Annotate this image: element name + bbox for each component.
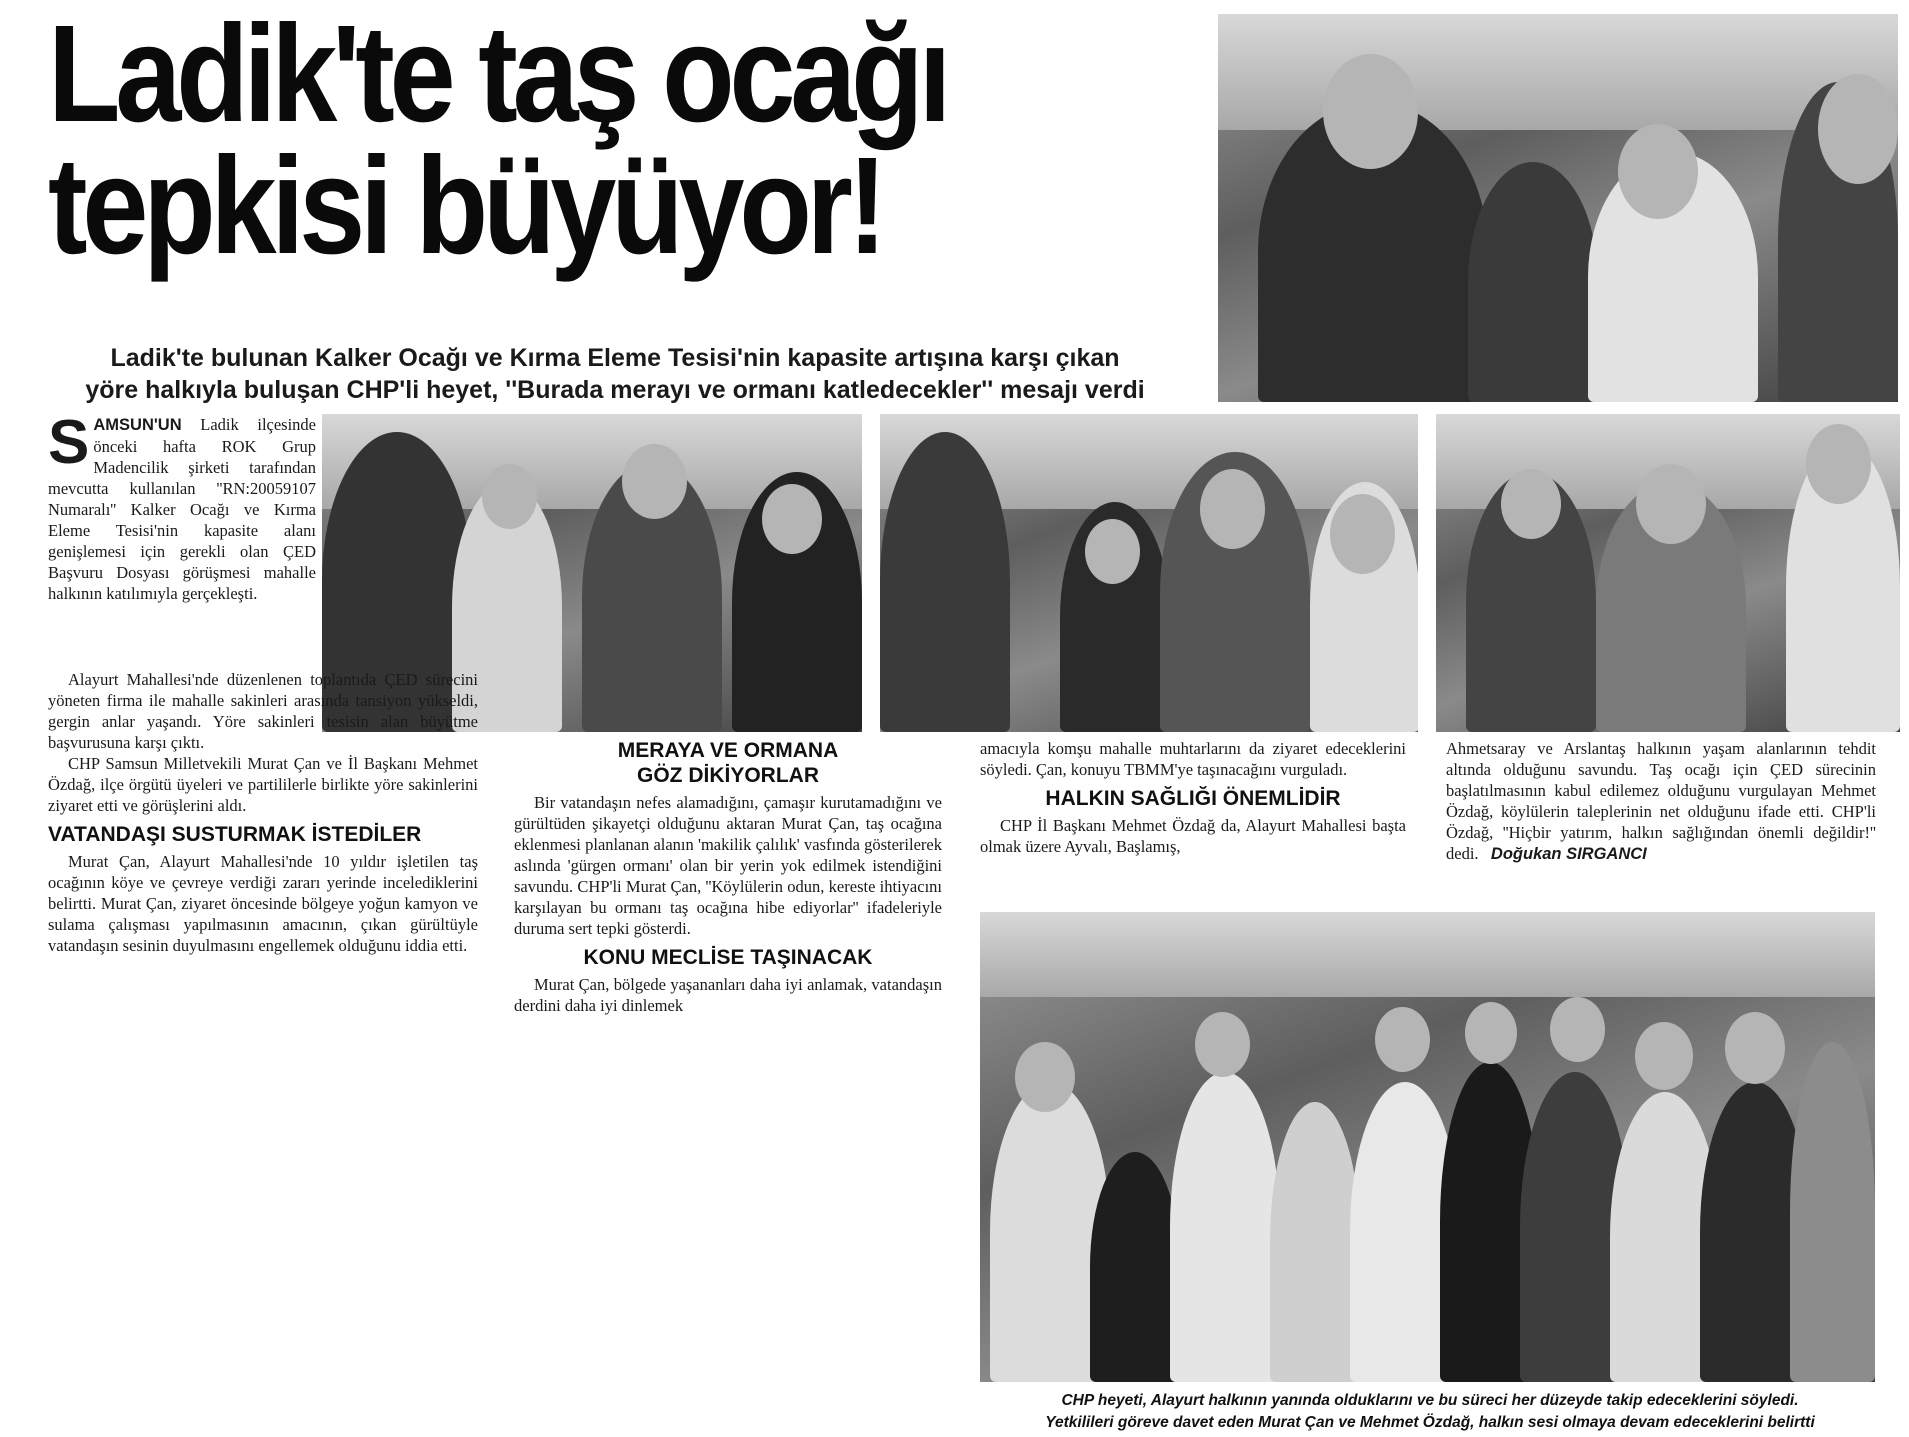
photo-middle-center: [880, 414, 1418, 732]
column-1: [48, 408, 316, 604]
column-4: [1446, 738, 1876, 865]
column-1-paragraph-2: Alayurt Mahallesi'nde düzenlenen toplantıda ÇED sürecini yöneten firma ile mahalle sakinleri arasında tansiyon yükseldi, gergin anlar yaşandı. Yöre sakinleri tesisin alan büyütme başvurusuna karşı çıktı.: [48, 670, 478, 752]
headline: [48, 0, 1046, 283]
column-1-lower: [48, 669, 478, 956]
caption-line-1: CHP heyeti, Alayurt halkının yanında olduklarını ve bu süreci her düzeyde takip edeceklerini söyledi.: [1061, 1392, 1799, 1409]
column-1-paragraph-3: CHP Samsun Milletvekili Murat Çan ve İl Başkanı Mehmet Özdağ, ilçe örgütü üyeleri ve partililerle birlikte yöre sakinlerini ziyaret etti ve görüşlerini aldı.: [48, 754, 478, 815]
subheadline: [40, 342, 1190, 406]
photo-middle-right: [1436, 414, 1900, 732]
column-2-paragraph-1: Bir vatandaşın nefes alamadığını, çamaşır kurutamadığını ve gürültüden şikayetçi olduğunu aktaran Murat Çan, taş ocağına eklenmesi planlanan alanın 'makilik çalılık' vasfında gösterilerek aslında 'gürgen ormanı' olan bir yerin yok edilmek istendiğini savundu. CHP'li Murat Çan, ''Köylülerin odun, kereste ihtiyacını karşılayan bu ormanı taş ocağına hibe ediyorlar'' ifadeleriyle duruma sert tepki gösterdi.: [514, 793, 942, 938]
author-byline: Doğukan SIRGANCI: [1490, 845, 1647, 863]
headline-line-1: Ladik'te taş ocağı: [48, 0, 947, 151]
column-3-paragraph-2: CHP İl Başkanı Mehmet Özdağ da, Alayurt Mahallesi başta olmak üzere Ayvalı, Başlamış,: [980, 816, 1406, 856]
photo-top-right: [1218, 14, 1898, 402]
headline-line-2: tepkisi büyüyor!: [48, 129, 883, 283]
lead-caps: AMSUN'UN: [93, 416, 182, 434]
subheadline-line-1: Ladik'te bulunan Kalker Ocağı ve Kırma Eleme Tesisi'nin kapasite artışına karşı çıkan: [110, 344, 1120, 372]
photo-group-bottom: [980, 912, 1875, 1382]
column-1-paragraph-1: SAMSUN'UN Ladik ilçesinde önceki hafta ROK Grup Madencilik şirketi tarafından mevcutta kullanılan ''RN:20059107 Numaralı'' Kalker Ocağı ve Kırma Eleme Tesisi'nin kapasite alanı genişlemesi için gerekli olan ÇED Başvuru Dosyası görüşmesi mahalle halkının katılımıyla gerçekleşti.: [48, 408, 316, 603]
section-heading-meraya: MERAYA VE ORMANA GÖZ DİKİYORLAR: [617, 739, 839, 787]
column-2-paragraph-2: Murat Çan, bölgede yaşananları daha iyi anlamak, vatandaşın derdini daha iyi dinlemek: [514, 975, 942, 1015]
column-1-paragraph-4: Murat Çan, Alayurt Mahallesi'nde 10 yıldır işletilen taş ocağının köye ve çevreye verdiği zararı yerinde incelediklerini belirtti. Murat Çan, ziyaret öncesinde bölgeye yoğun kamyon ve sulama çalışması yapılmasının amacının, çıkan gürültüyle vatandaşın sesinin duyulmasını engellemek olduğunu iddia etti.: [48, 852, 478, 955]
caption-line-2: Yetkilileri göreve davet eden Murat Çan ve Mehmet Özdağ, halkın sesi olmaya devam edeceklerini belirtti: [1045, 1414, 1815, 1431]
column-3: [980, 738, 1406, 857]
subheadline-line-2: yöre halkıyla buluşan CHP'li heyet, ''Burada merayı ve ormanı katledecekler'' mesajı verdi: [85, 376, 1145, 404]
section-heading-vatandasi: VATANDAŞI SUSTURMAK İSTEDİLER: [48, 823, 422, 846]
dropcap: S: [48, 408, 90, 477]
photo-caption: [990, 1390, 1870, 1434]
column-2: [514, 738, 942, 1016]
section-heading-halkin-sagligi: HALKIN SAĞLIĞI ÖNEMLİDİR: [1045, 787, 1341, 810]
column-4-paragraph-1: Ahmetsaray ve Arslantaş halkının yaşam alanlarının tehdit altında olduğunu savundu. Taş ocağı için ÇED sürecinin başlatılmasının kabul edilemez olduğunu vurgulayan Mehmet Özdağ, köylülerin taleplerinin net olduğunu ifade etti. CHP'li Özdağ, ''Hiçbir yatırım, halkın sağlığından önemli değildir!'' dedi. Doğukan SIRGANCI: [1446, 739, 1876, 863]
column-3-paragraph-1: amacıyla komşu mahalle muhtarlarını da ziyaret edeceklerini söyledi. Çan, konuyu TBMM'ye taşınacağını vurguladı.: [980, 739, 1406, 779]
section-heading-konu-meclise: KONU MECLİSE TAŞINACAK: [583, 946, 873, 969]
